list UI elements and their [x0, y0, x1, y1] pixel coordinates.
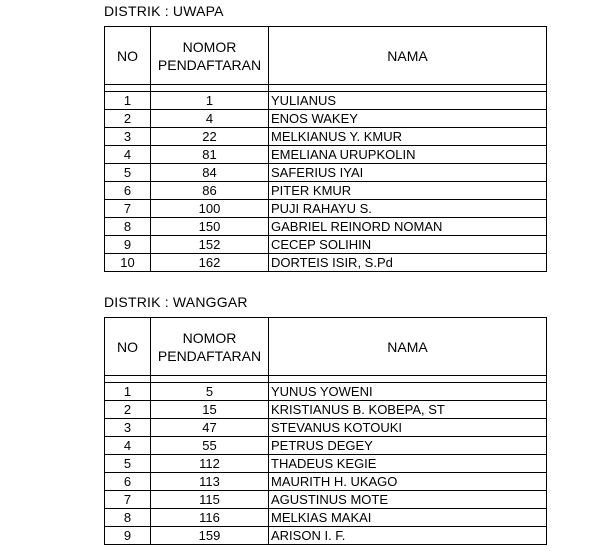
spacer-row	[105, 376, 547, 383]
cell-nama: YUNUS YOWENI	[269, 383, 547, 401]
cell-nama: AGUSTINUS MOTE	[269, 491, 547, 509]
table-row	[105, 419, 547, 437]
cell-nomor: 150	[151, 218, 269, 236]
cell-no: 5	[105, 164, 151, 182]
cell-no: 8	[105, 509, 151, 527]
cell-nomor: 86	[151, 182, 269, 200]
cell-nama: THADEUS KEGIE	[269, 455, 547, 473]
cell-no: 9	[105, 527, 151, 545]
table-row	[105, 146, 547, 164]
table-row	[105, 182, 547, 200]
table-row	[105, 164, 547, 182]
table-header-row	[105, 27, 547, 85]
cell-nama: PETRUS DEGEY	[269, 437, 547, 455]
table-body	[105, 85, 547, 272]
cell-no: 8	[105, 218, 151, 236]
cell-nomor: 4	[151, 110, 269, 128]
table-row	[105, 473, 547, 491]
header-nomor-pendaftaran	[151, 27, 269, 85]
cell-no: 9	[105, 236, 151, 254]
table-row	[105, 491, 547, 509]
cell-nomor: 162	[151, 254, 269, 272]
cell-nomor: 84	[151, 164, 269, 182]
cell-no: 1	[105, 383, 151, 401]
table-row	[105, 128, 547, 146]
cell-nama: MELKIAS MAKAI	[269, 509, 547, 527]
cell-nama: DORTEIS ISIR, S.Pd	[269, 254, 547, 272]
cell-no: 3	[105, 128, 151, 146]
cell-no: 2	[105, 110, 151, 128]
cell-nama: STEVANUS KOTOUKI	[269, 419, 547, 437]
header-nomor-pendaftaran	[151, 318, 269, 376]
cell-no: 6	[105, 473, 151, 491]
table-row	[105, 254, 547, 272]
table-row	[105, 92, 547, 110]
section-wanggar	[104, 294, 547, 545]
cell-nama: GABRIEL REINORD NOMAN	[269, 218, 547, 236]
cell-nama: ENOS WAKEY	[269, 110, 547, 128]
cell-nomor: 100	[151, 200, 269, 218]
header-nomor-line1: NOMOR	[182, 329, 237, 346]
registrant-table	[104, 26, 547, 272]
cell-nama: SAFERIUS IYAI	[269, 164, 547, 182]
cell-no: 4	[105, 146, 151, 164]
header-no: NO	[105, 27, 151, 85]
cell-nama: MELKIANUS Y. KMUR	[269, 128, 547, 146]
cell-nomor: 159	[151, 527, 269, 545]
cell-no: 6	[105, 182, 151, 200]
cell-nomor: 113	[151, 473, 269, 491]
cell-nomor: 112	[151, 455, 269, 473]
cell-no: 10	[105, 254, 151, 272]
header-nomor-line2: PENDAFTARAN	[157, 347, 262, 364]
cell-nomor: 5	[151, 383, 269, 401]
registrant-table	[104, 317, 547, 545]
table-row	[105, 200, 547, 218]
cell-nama: ARISON I. F.	[269, 527, 547, 545]
table-header-row	[105, 318, 547, 376]
cell-no: 2	[105, 401, 151, 419]
header-no: NO	[105, 318, 151, 376]
cell-no: 3	[105, 419, 151, 437]
table-row	[105, 383, 547, 401]
cell-no: 1	[105, 92, 151, 110]
cell-no: 7	[105, 491, 151, 509]
cell-nomor: 152	[151, 236, 269, 254]
table-row	[105, 110, 547, 128]
cell-nomor: 55	[151, 437, 269, 455]
header-nomor-line2: PENDAFTARAN	[157, 56, 262, 73]
table-row	[105, 527, 547, 545]
table-row	[105, 509, 547, 527]
table-row	[105, 218, 547, 236]
cell-no: 4	[105, 437, 151, 455]
table-body	[105, 376, 547, 545]
cell-nama: EMELIANA URUPKOLIN	[269, 146, 547, 164]
cell-nama: PITER KMUR	[269, 182, 547, 200]
header-nomor-line1: NOMOR	[182, 38, 237, 55]
cell-nomor: 116	[151, 509, 269, 527]
table-row	[105, 437, 547, 455]
cell-no: 7	[105, 200, 151, 218]
cell-nama: YULIANUS	[269, 92, 547, 110]
cell-nomor: 47	[151, 419, 269, 437]
cell-no: 5	[105, 455, 151, 473]
table-row	[105, 236, 547, 254]
cell-nomor: 1	[151, 92, 269, 110]
header-nama: NAMA	[269, 318, 547, 376]
cell-nomor: 115	[151, 491, 269, 509]
section-uwapa	[104, 3, 547, 272]
cell-nomor: 15	[151, 401, 269, 419]
table-row	[105, 455, 547, 473]
section-title: DISTRIK : WANGGAR	[104, 294, 248, 310]
cell-nama: MAURITH H. UKAGO	[269, 473, 547, 491]
table-row	[105, 401, 547, 419]
cell-nomor: 81	[151, 146, 269, 164]
spacer-row	[105, 85, 547, 92]
cell-nama: CECEP SOLIHIN	[269, 236, 547, 254]
cell-nama: KRISTIANUS B. KOBEPA, ST	[269, 401, 547, 419]
cell-nama: PUJI RAHAYU S.	[269, 200, 547, 218]
section-title: DISTRIK : UWAPA	[104, 3, 224, 19]
cell-nomor: 22	[151, 128, 269, 146]
header-nama: NAMA	[269, 27, 547, 85]
